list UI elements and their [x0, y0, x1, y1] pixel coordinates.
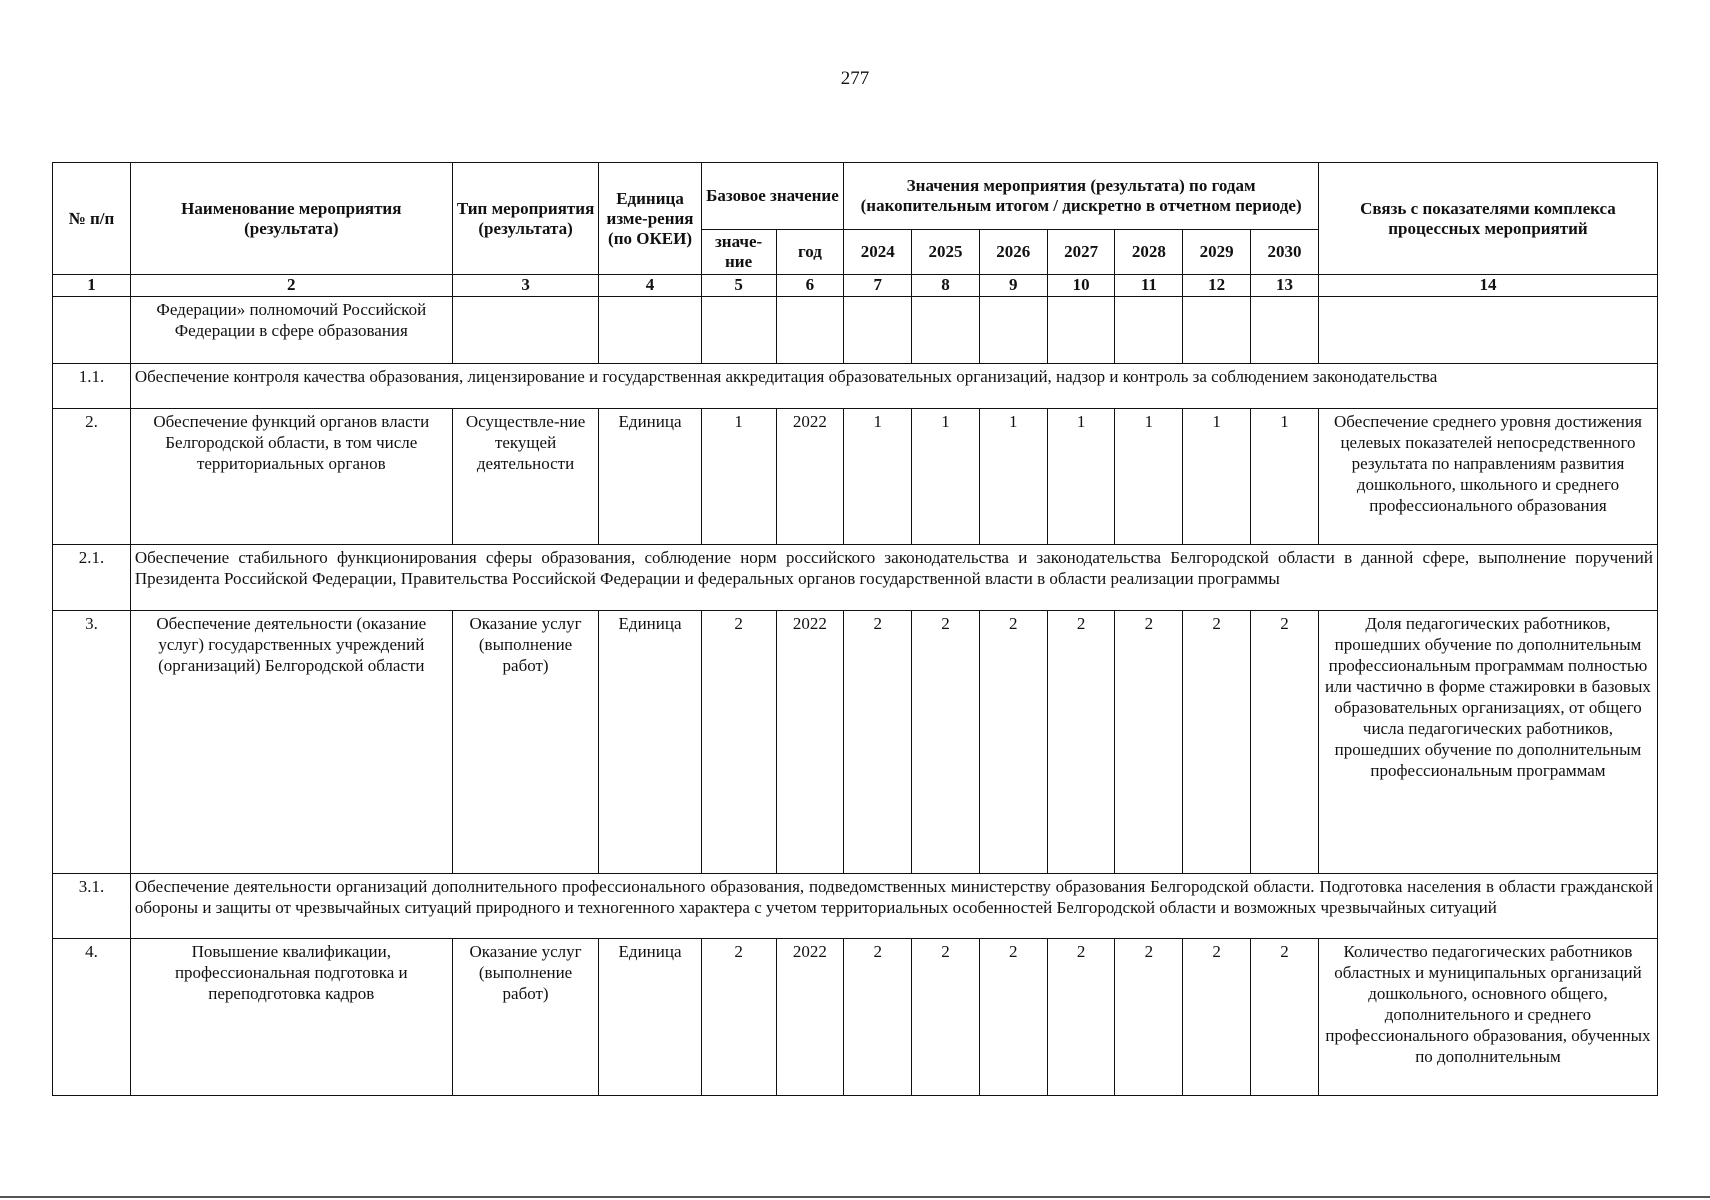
- row-base-value: 2: [701, 939, 776, 1096]
- table-row: [53, 611, 1658, 874]
- header-years-title: Значения мероприятия (результата) по годам (накопительным итогом / дискретно в отчетном периоде): [844, 163, 1319, 230]
- row-base-value: [701, 297, 776, 364]
- row-year-value: 2: [1183, 611, 1251, 874]
- column-number: 13: [1251, 275, 1319, 297]
- row-year-value: 1: [1183, 409, 1251, 545]
- header-base: Базовое значение: [701, 163, 844, 230]
- row-name: Федерации» полномочий Российской Федерации в сфере образования: [130, 297, 452, 364]
- row-year-value: 1: [979, 409, 1047, 545]
- row-year-value: 2: [912, 611, 980, 874]
- section-text: Обеспечение деятельности организаций дополнительного профессионального образования, подведомственных министерству образования Белгородской области. Подготовка населения в области гражданской обороны и защиты от чрезвычайных ситуаций природного и техногенного характера с учетом территориальных особенностей Белгородской области и возможных чрезвычайных ситуаций: [130, 874, 1657, 939]
- row-num: 3.: [53, 611, 131, 874]
- header-year: 2026: [979, 230, 1047, 275]
- section-text: Обеспечение стабильного функционирования сферы образования, соблюдение норм российского законодательства и законодательства Белгородской области в данной сфере, выполнение поручений Президента Российской Федерации, Правительства Российской Федерации и федеральных органов государственной власти в области реализации программы: [130, 545, 1657, 611]
- row-year-value: [1251, 297, 1319, 364]
- header-name: Наименование мероприятия (результата): [130, 163, 452, 275]
- table-row: [53, 297, 1658, 364]
- row-year-value: 2: [1251, 611, 1319, 874]
- row-base-year: 2022: [776, 939, 844, 1096]
- header-base-year: год: [776, 230, 844, 275]
- row-unit: Единица: [599, 939, 701, 1096]
- row-year-value: [1047, 297, 1115, 364]
- header-link: Связь с показателями комплекса процессных мероприятий: [1318, 163, 1657, 275]
- row-link: Количество педагогических работников областных и муниципальных организаций дошкольного, основного общего, дополнительного и среднего профессионального образования, обученных по дополнительным: [1318, 939, 1657, 1096]
- column-number: 1: [53, 275, 131, 297]
- row-name: Обеспечение функций органов власти Белгородской области, в том числе территориальных органов: [130, 409, 452, 545]
- row-year-value: 1: [1251, 409, 1319, 545]
- row-year-value: 1: [1115, 409, 1183, 545]
- row-base-value: 2: [701, 611, 776, 874]
- header-year: 2024: [844, 230, 912, 275]
- header-num: № п/п: [53, 163, 131, 275]
- row-year-value: 2: [1047, 939, 1115, 1096]
- column-number: 5: [701, 275, 776, 297]
- column-number: 7: [844, 275, 912, 297]
- header-year: 2027: [1047, 230, 1115, 275]
- row-name: Повышение квалификации, профессиональная подготовка и переподготовка кадров: [130, 939, 452, 1096]
- section-num: 3.1.: [53, 874, 131, 939]
- row-type: Осуществле-ние текущей деятельности: [452, 409, 599, 545]
- row-unit: Единица: [599, 611, 701, 874]
- row-year-value: 2: [1115, 939, 1183, 1096]
- section-num: 1.1.: [53, 364, 131, 409]
- row-year-value: 2: [1251, 939, 1319, 1096]
- header-unit: Единица изме-рения (по ОКЕИ): [599, 163, 701, 275]
- table-row: [53, 409, 1658, 545]
- header-year: 2029: [1183, 230, 1251, 275]
- row-num: 4.: [53, 939, 131, 1096]
- row-year-value: 2: [1183, 939, 1251, 1096]
- row-year-value: [1183, 297, 1251, 364]
- row-unit: [599, 297, 701, 364]
- column-number: 3: [452, 275, 599, 297]
- column-number: 6: [776, 275, 844, 297]
- header-type: Тип мероприятия (результата): [452, 163, 599, 275]
- section-row: [53, 545, 1658, 611]
- column-number: 11: [1115, 275, 1183, 297]
- row-year-value: 1: [912, 409, 980, 545]
- header-row-top: [53, 163, 1658, 230]
- row-base-year: 2022: [776, 409, 844, 545]
- row-year-value: 2: [1047, 611, 1115, 874]
- row-type: Оказание услуг (выполнение работ): [452, 611, 599, 874]
- row-base-year: [776, 297, 844, 364]
- section-text: Обеспечение контроля качества образования, лицензирование и государственная аккредитация образовательных организаций, надзор и контроль за соблюдением законодательства: [130, 364, 1657, 409]
- row-name: Обеспечение деятельности (оказание услуг) государственных учреждений (организаций) Белгородской области: [130, 611, 452, 874]
- column-number: 2: [130, 275, 452, 297]
- table-row: [53, 939, 1658, 1096]
- row-year-value: 2: [1115, 611, 1183, 874]
- row-year-value: 1: [1047, 409, 1115, 545]
- column-number: 4: [599, 275, 701, 297]
- row-year-value: [912, 297, 980, 364]
- row-unit: Единица: [599, 409, 701, 545]
- column-number: 9: [979, 275, 1047, 297]
- column-numbers-row: [53, 275, 1658, 297]
- column-number: 14: [1318, 275, 1657, 297]
- row-year-value: 1: [844, 409, 912, 545]
- row-year-value: 2: [844, 611, 912, 874]
- row-num: 2.: [53, 409, 131, 545]
- row-year-value: [979, 297, 1047, 364]
- row-year-value: 2: [912, 939, 980, 1096]
- row-num: [53, 297, 131, 364]
- row-type: Оказание услуг (выполнение работ): [452, 939, 599, 1096]
- header-year: 2025: [912, 230, 980, 275]
- section-num: 2.1.: [53, 545, 131, 611]
- row-year-value: [844, 297, 912, 364]
- measures-table: [52, 162, 1658, 1096]
- row-base-year: 2022: [776, 611, 844, 874]
- page-number: 277: [840, 68, 870, 89]
- row-type: [452, 297, 599, 364]
- row-year-value: 2: [979, 611, 1047, 874]
- row-link: [1318, 297, 1657, 364]
- row-year-value: 2: [844, 939, 912, 1096]
- row-year-value: 2: [979, 939, 1047, 1096]
- header-year: 2030: [1251, 230, 1319, 275]
- row-year-value: [1115, 297, 1183, 364]
- page-bottom-edge: [0, 1196, 1710, 1198]
- column-number: 12: [1183, 275, 1251, 297]
- section-row: [53, 874, 1658, 939]
- header-year: 2028: [1115, 230, 1183, 275]
- row-link: Обеспечение среднего уровня достижения целевых показателей непосредственного результата по направлениям развития дошкольного, школьного и среднего профессионального образования: [1318, 409, 1657, 545]
- column-number: 8: [912, 275, 980, 297]
- section-row: [53, 364, 1658, 409]
- column-number: 10: [1047, 275, 1115, 297]
- row-link: Доля педагогических работников, прошедших обучение по дополнительным профессиональным программам полностью или частично в форме стажировки в базовых образовательных организациях, от общего числа педагогических работников, прошедших обучение по дополнительным профессиональным программам: [1318, 611, 1657, 874]
- row-base-value: 1: [701, 409, 776, 545]
- header-base-value: значе-ние: [701, 230, 776, 275]
